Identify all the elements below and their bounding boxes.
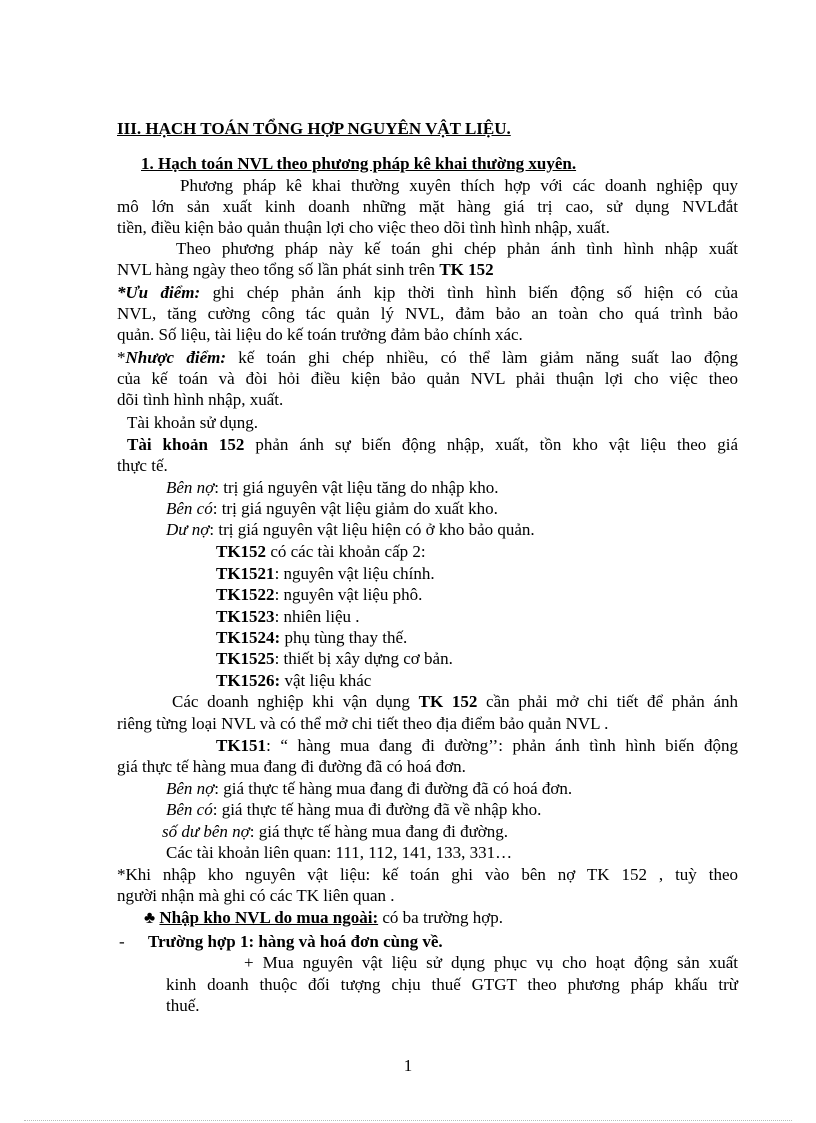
entry-line1: *Khi nhập kho nguyên vật liệu: kế toán ghi vào bên nợ TK 152 , tuỳ theo xyxy=(117,865,738,884)
sub-account-item: TK1525: thiết bị xây dựng cơ bản. xyxy=(216,649,453,668)
tk152-line2: thực tế. xyxy=(117,456,168,475)
advantage-line1: *Ưu điểm: ghi chép phản ánh kịp thời tình hình biến động số hiện có của xyxy=(117,283,739,302)
para3-line2: riêng từng loại NVL và có thể mở chi tiết theo địa điểm bảo quản NVL . xyxy=(117,714,609,733)
vat-line1: + Mua nguyên vật liệu sử dụng phục vụ cho hoạt động sản xuất xyxy=(244,953,738,972)
purchase-heading: ♣ Nhập kho NVL do mua ngoài: có ba trường hợp. xyxy=(144,908,504,927)
disadvantage-line3: dõi tình hình nhập, xuất. xyxy=(117,390,284,409)
page-number: 1 xyxy=(403,1056,413,1075)
entry-line2: người nhận mà ghi có các TK liên quan . xyxy=(117,886,395,905)
advantage-line3: quản. Số liệu, tài liệu do kế toán trưởng đảm bảo chính xác. xyxy=(117,325,523,344)
tk151-debit-side: Bên nợ: giá thực tế hàng mua đang đi đường đã có hoá đơn. xyxy=(166,779,573,798)
debit-side: Bên nợ: trị giá nguyên vật liệu tăng do nhập kho. xyxy=(166,478,499,497)
case1-dash: - xyxy=(119,932,125,951)
tk151-credit-side: Bên có: giá thực tế hàng mua đi đường đã về nhập kho. xyxy=(166,800,542,819)
tk152-line1: Tài khoản 152 phản ánh sự biến động nhập, xuất, tồn kho vật liệu theo giá xyxy=(127,435,738,454)
advantage-line2: NVL, tăng cường công tác quản lý NVL, đảm bảo an toàn cho quá trình bảo xyxy=(117,304,738,323)
tk151-line2: giá thực tế hàng mua đang đi đường đã có hoá đơn. xyxy=(117,757,466,776)
sub-account-item: TK1522: nguyên vật liệu phô. xyxy=(216,585,423,604)
section-heading: III. HẠCH TOÁN TỔNG HỢP NGUYÊN VẬT LIỆU. xyxy=(117,119,511,138)
disadvantage-line2: của kế toán và đòi hỏi điều kiện bảo quản NVL phải thuận lợi cho việc theo xyxy=(117,369,738,388)
sub-account-item: TK1524: phụ tùng thay thế. xyxy=(216,628,408,647)
subsection-heading: 1. Hạch toán NVL theo phương pháp kê khai thường xuyên. xyxy=(141,154,577,173)
sub-account-item: TK1523: nhiên liệu . xyxy=(216,607,360,626)
para2-line2: NVL hàng ngày theo tổng số lần phát sinh trên TK 152 xyxy=(117,260,494,279)
sub-account-item: TK1526: vật liệu khác xyxy=(216,671,372,690)
para1-line2: mô lớn sản xuất kinh doanh những mặt hàng giá trị cao, sử dụng NVLđắt xyxy=(117,197,738,216)
vat-line3: thuế. xyxy=(166,996,200,1015)
accounts-used: Tài khoản sử dụng. xyxy=(127,413,259,432)
sub-account-item: TK1521: nguyên vật liệu chính. xyxy=(216,564,435,583)
tk151-debit-balance: số dư bên nợ: giá thực tế hàng mua đang đi đường. xyxy=(162,822,509,841)
advantage-label: *Ưu điểm: xyxy=(117,283,201,302)
vat-line2: kinh doanh thuộc đối tượng chịu thuế GTGT theo phương pháp khấu trừ xyxy=(166,975,738,994)
credit-side: Bên có: trị giá nguyên vật liệu giảm do xuất kho. xyxy=(166,499,498,518)
case1-heading: Trường hợp 1: hàng và hoá đơn cùng về. xyxy=(148,932,443,951)
debit-balance: Dư nợ: trị giá nguyên vật liệu hiện có ở kho bảo quản. xyxy=(166,520,535,539)
para2-line1: Theo phương pháp này kế toán ghi chép phản ánh tình hình nhập xuất xyxy=(176,239,738,258)
para3-line1: Các doanh nghiệp khi vận dụng TK 152 cần phải mở chi tiết để phản ánh xyxy=(172,692,739,711)
tk151-line1: TK151: “ hàng mua đang đi đường’’: phản ánh tình hình biến động xyxy=(216,736,738,755)
sub-accounts-intro: TK152 có các tài khoản cấp 2: xyxy=(216,542,426,561)
disadvantage-line1: *Nhược điểm: kế toán ghi chép nhiều, có thể làm giảm năng suất lao động xyxy=(117,348,738,367)
disadvantage-label: Nhược điểm: xyxy=(125,348,226,367)
page-bottom-divider xyxy=(24,1120,792,1121)
para1-line1: Phương pháp kê khai thường xuyên thích hợp với các doanh nghiệp quy xyxy=(180,176,738,195)
para1-line3: tiền, điều kiện bảo quản thuận lợi cho việc theo dõi tình hình nhập, xuất. xyxy=(117,218,610,237)
related-accounts: Các tài khoản liên quan: 111, 112, 141, 133, 331… xyxy=(166,843,513,862)
club-bullet-icon: ♣ xyxy=(144,908,156,927)
